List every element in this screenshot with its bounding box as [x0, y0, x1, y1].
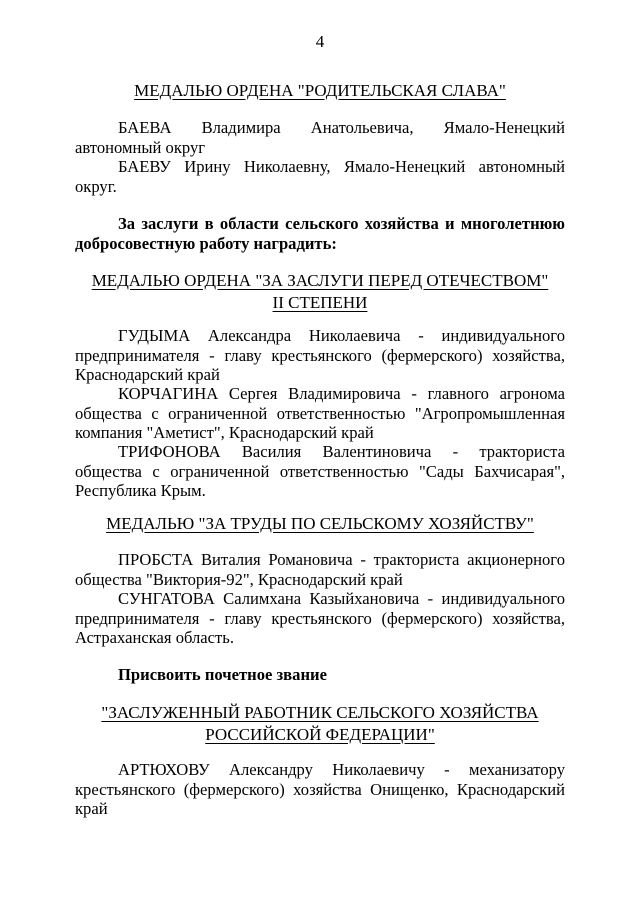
- agriculture-award-intro: За заслуги в области сельского хозяйства и многолетнюю добросовестную работу наградить:: [75, 214, 565, 253]
- award-entry-artyukhov: АРТЮХОВУ Александру Николаевичу - механизатору крестьянского (фермерского) хозяйства Онищенко, Краснодарский край: [75, 760, 565, 819]
- award-entry-baeva: БАЕВУ Ирину Николаевну, Ямало-Ненецкий автономный округ.: [75, 157, 565, 196]
- page-number: 4: [315, 32, 325, 51]
- merit-fatherland-heading-line1: МЕДАЛЬЮ ОРДЕНА "ЗА ЗАСЛУГИ ПЕРЕД ОТЕЧЕСТВОМ": [91, 271, 549, 290]
- award-entry-trifonov: ТРИФОНОВА Василия Валентиновича - тракториста общества с ограниченной ответственностью "Сады Бахчисарая", Республика Крым.: [75, 442, 565, 501]
- award-entry-sungatov: СУНГАТОВА Салимхана Казыйхановича - индивидуального предпринимателя - главу крестьянского (фермерского) хозяйства, Астраханская область.: [75, 589, 565, 648]
- honored-worker-heading: [75, 702, 565, 746]
- labor-agriculture-heading: МЕДАЛЬЮ "ЗА ТРУДЫ ПО СЕЛЬСКОМУ ХОЗЯЙСТВУ": [106, 514, 534, 533]
- award-entry-gudyma: ГУДЫМА Александра Николаевича - индивидуального предпринимателя - главу крестьянского (фермерского) хозяйства, Краснодарский край: [75, 326, 565, 385]
- honored-worker-heading-line1: "ЗАСЛУЖЕННЫЙ РАБОТНИК СЕЛЬСКОГО ХОЗЯЙСТВА: [101, 703, 539, 722]
- parental-glory-heading: МЕДАЛЬЮ ОРДЕНА "РОДИТЕЛЬСКАЯ СЛАВА": [134, 81, 506, 100]
- award-entry-korchagin: КОРЧАГИНА Сергея Владимировича - главного агронома общества с ограниченной ответственностью "Агропромышленная компания "Аметист", Краснодарский край: [75, 384, 565, 443]
- honored-worker-heading-line2: РОССИЙСКОЙ ФЕДЕРАЦИИ": [205, 725, 435, 744]
- award-entry-probst: ПРОБСТА Виталия Романовича - тракториста акционерного общества "Виктория-92", Краснодарский край: [75, 550, 565, 589]
- honorary-title-intro: Присвоить почетное звание: [118, 665, 327, 684]
- merit-fatherland-heading: [75, 270, 565, 314]
- award-entry-baev: БАЕВА Владимира Анатольевича, Ямало-Ненецкий автономный округ: [75, 118, 565, 157]
- merit-fatherland-heading-line2: II СТЕПЕНИ: [272, 293, 368, 312]
